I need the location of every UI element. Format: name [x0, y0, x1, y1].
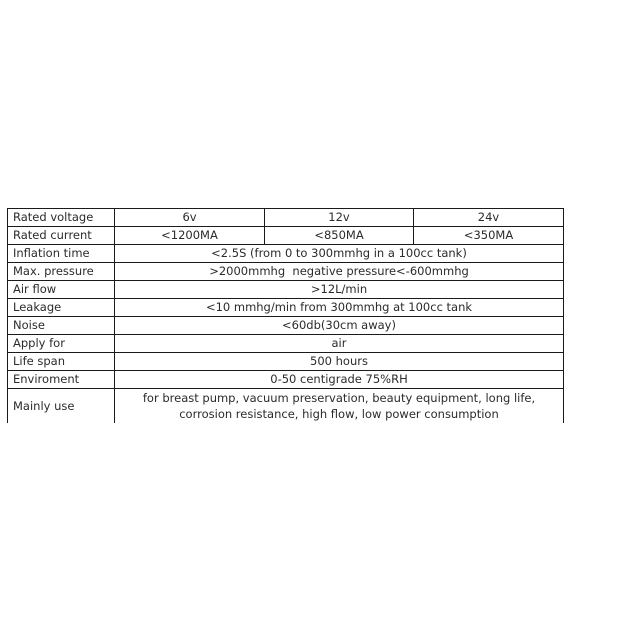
row-label: Apply for [8, 335, 115, 353]
table-row [8, 335, 564, 353]
table-row [8, 281, 564, 299]
row-label: Life span [8, 353, 115, 371]
table-row [8, 317, 564, 335]
table-row [8, 245, 564, 263]
row-label: Mainly use [8, 389, 115, 424]
table-row [8, 371, 564, 389]
table-row [8, 263, 564, 281]
table-row [8, 299, 564, 317]
table-row [8, 389, 564, 424]
table-row [8, 227, 564, 245]
row-value: <2.5S (from 0 to 300mmhg in a 100cc tank) [115, 245, 564, 263]
row-value [115, 389, 564, 424]
table-row [8, 209, 564, 227]
row-value: <10 mmhg/min from 300mmhg at 100cc tank [115, 299, 564, 317]
row-value: >2000mmhg negative pressure<-600mmhg [115, 263, 564, 281]
row-label: Rated voltage [8, 209, 115, 227]
row-label: Inflation time [8, 245, 115, 263]
row-value-line: for breast pump, vacuum preservation, beauty equipment, long life, [142, 391, 536, 405]
row-value: >12L/min [115, 281, 564, 299]
cell-12v: 12v [265, 209, 414, 227]
row-label: Enviroment [8, 371, 115, 389]
row-label: Noise [8, 317, 115, 335]
row-label: Air flow [8, 281, 115, 299]
row-label: Max. pressure [8, 263, 115, 281]
cell-12v-current: <850MA [265, 227, 414, 245]
specification-table [7, 208, 564, 423]
cell-6v-current: <1200MA [115, 227, 265, 245]
table-row [8, 353, 564, 371]
cell-24v-current: <350MA [414, 227, 564, 245]
row-value: <60db(30cm away) [115, 317, 564, 335]
cell-6v: 6v [115, 209, 265, 227]
row-value: 500 hours [115, 353, 564, 371]
cell-24v: 24v [414, 209, 564, 227]
row-value-line: corrosion resistance, high flow, low power consumption [179, 407, 499, 421]
row-label: Leakage [8, 299, 115, 317]
row-value: 0-50 centigrade 75%RH [115, 371, 564, 389]
row-value: air [115, 335, 564, 353]
row-label: Rated current [8, 227, 115, 245]
